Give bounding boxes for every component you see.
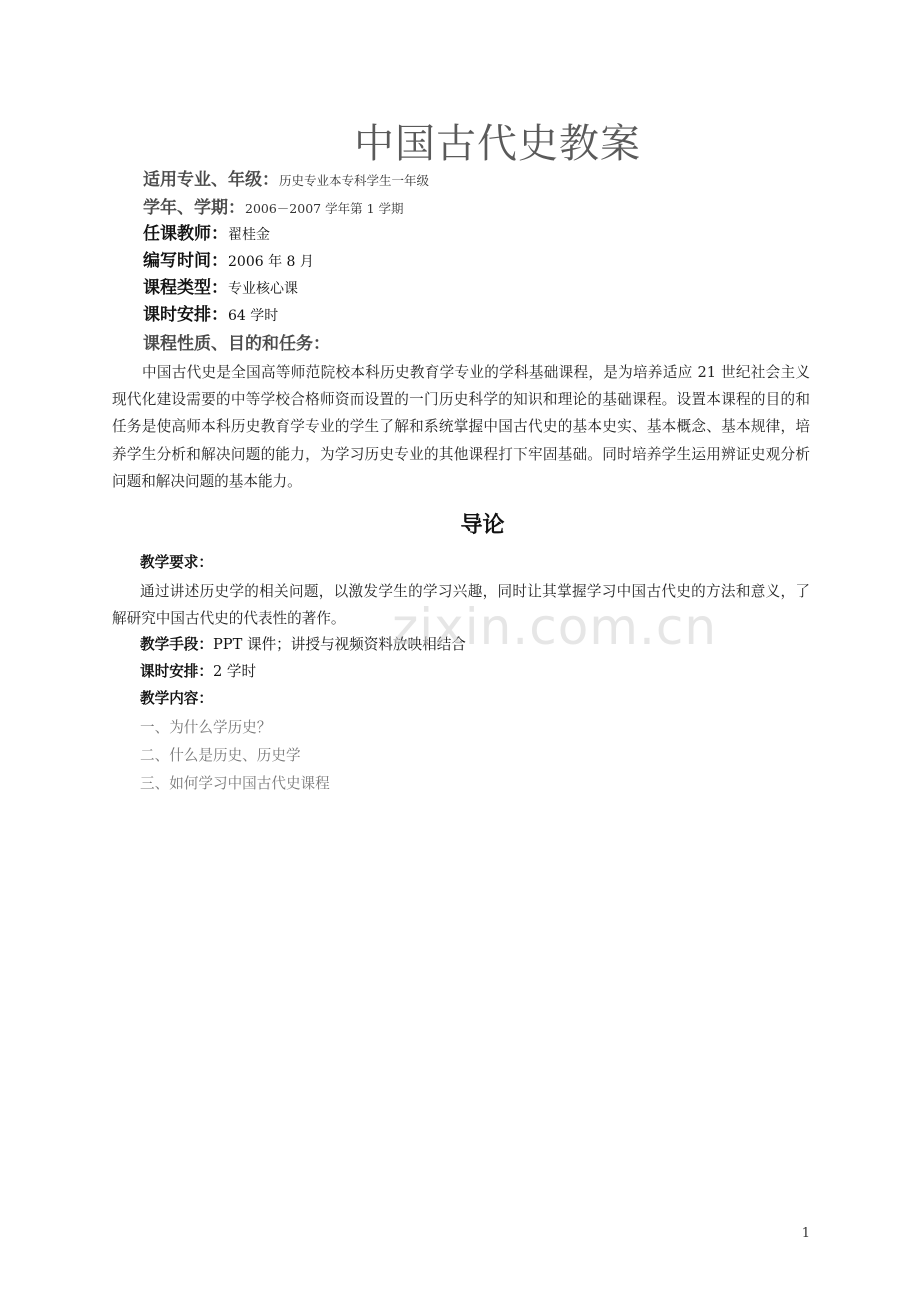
value-text: 2 学时 — [212, 663, 257, 680]
outline-item: 三、如何学习中国古代史课程 — [140, 775, 330, 792]
value-text: PPT 课件；讲授与视频资料放映相结合 — [212, 636, 466, 653]
meta-label: 任课教师： — [143, 224, 228, 244]
meta-written-date — [143, 253, 314, 270]
label-text: 教学内容： — [140, 690, 213, 707]
label-text: 教学手段： — [140, 636, 213, 653]
outline-item: 一、为什么学历史？ — [140, 719, 272, 736]
watermark: zixin.com.cn — [392, 598, 718, 656]
meta-value: 2006－2007 学年第 1 学期 — [245, 201, 404, 216]
page-number: 1 — [801, 1226, 810, 1241]
course-description-paragraph: 中国古代史是全国高等师范院校本科历史教育学专业的学科基础课程，是为培养适应 21 世纪社会主义现代化建设需要的中等学校合格师资而设置的一门历史科学的知识和理论的基础课程。设置本课程的目的和任务是使高师本科历史教育学专业的学生了解和系统掌握中国古代史的基本史实、基本概念、基本规律，培养学生分析和解决问题的能力，为学习历史专业的其他课程打下牢固基础。同时培养学生运用辨证史观分析问题和解决问题的基本能力。 — [112, 364, 810, 490]
meta-value: 2006 年 8 月 — [228, 254, 314, 270]
meta-label: 课程类型： — [143, 278, 228, 298]
meta-value: 翟桂金 — [228, 227, 270, 243]
section-hours-line — [140, 665, 256, 680]
meta-label: 学年、学期： — [143, 198, 245, 218]
teaching-content-label — [140, 692, 213, 707]
meta-major-grade — [143, 172, 429, 189]
meta-value: 专业核心课 — [228, 281, 298, 297]
teaching-requirements-paragraph: 通过讲述历史学的相关问题，以激发学生的学习兴趣，同时让其掌握学习中国古代史的方法和意义，了解研究中国古代史的代表性的著作。 — [112, 583, 810, 628]
meta-label: 课时安排： — [143, 305, 228, 325]
document-title: 中国古代史教案 — [354, 121, 641, 167]
meta-value: 64 学时 — [228, 308, 279, 324]
meta-course-nature — [143, 336, 330, 353]
meta-label: 适用专业、年级： — [143, 170, 279, 190]
meta-year-term — [143, 200, 404, 217]
meta-label: 编写时间： — [143, 251, 228, 271]
meta-label: 课程性质、目的和任务： — [143, 334, 330, 354]
label-text: 教学要求： — [140, 554, 213, 571]
meta-value: 历史专业本专科学生一年级 — [279, 173, 430, 188]
meta-course-type — [143, 280, 298, 297]
outline-item: 二、什么是历史、历史学 — [140, 747, 301, 764]
section-title: 导论 — [460, 513, 505, 538]
label-text: 课时安排： — [140, 663, 213, 680]
meta-teacher — [143, 226, 270, 243]
teaching-requirements-label — [140, 556, 213, 571]
meta-class-hours — [143, 307, 278, 324]
